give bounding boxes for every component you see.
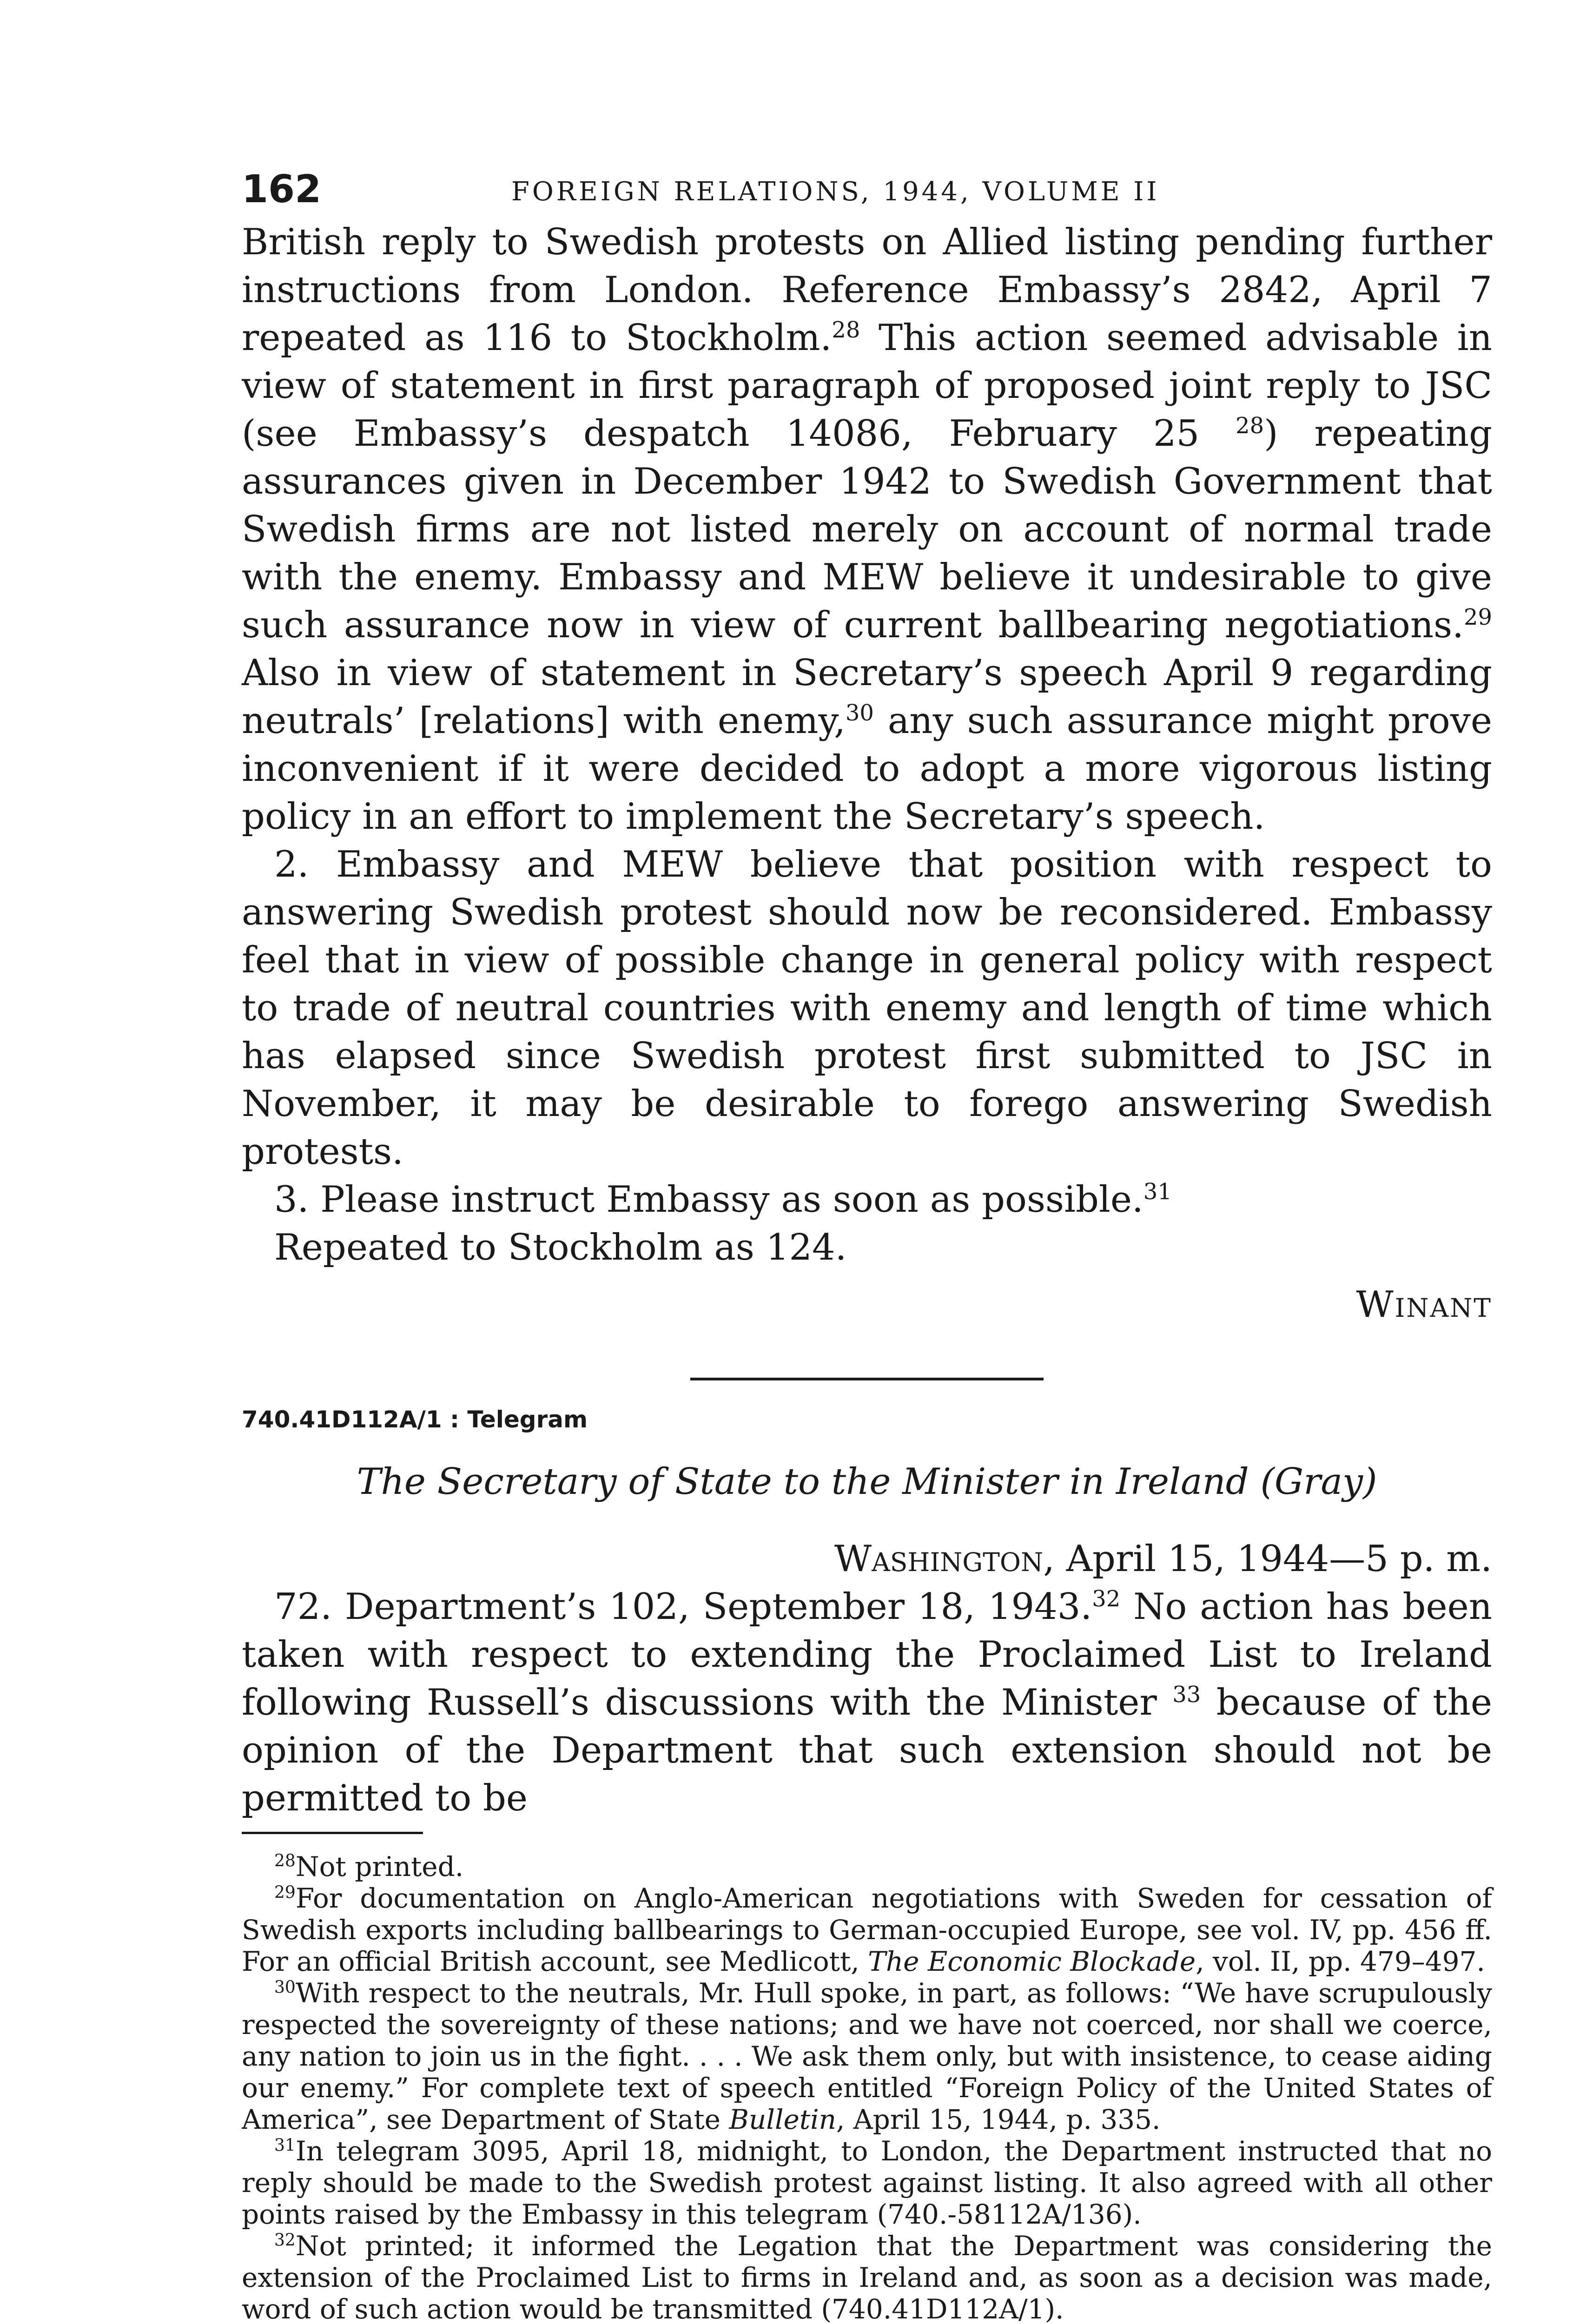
paragraph-2: 2. Embassy and MEW believe that position with respect to answering Swedish protest should now be reconsidered. Embassy feel that in view of possible change in general policy with respect to trade of neutral countries with enemy and length of time which has elapsed since Swedish protest first submitted to JSC in November, it may be desirable to forego answering Swedish protests. (242, 844, 1492, 1173)
footnote-divider (242, 1832, 423, 1834)
footnote-ref: 29 (1463, 604, 1492, 630)
section-divider (690, 1378, 1044, 1380)
file-reference: 740.41D112A/1 : Telegram (242, 1406, 588, 1433)
page-number: 162 (242, 167, 322, 211)
telegram-body: 72. Department’s 102, September 18, 1943.32 No action has been taken with respect to extending the Proclaimed List to Ireland following Russell’s discussions with the Minister $^{33}$ because of the opinion of the Department that such extension should not be permitted to be (242, 1586, 1492, 1819)
paragraph-4: Repeated to Stockholm as 124. (274, 1227, 847, 1268)
footnote-31: $^{31}$In telegram 3095, April 18, midnight, to London, the Department instructed that no reply should be made to the Swedish protest against listing. It also agreed with all other points raised by the Embassy in this telegram (740.-58112A/136). (242, 2135, 1492, 2230)
footnote-32: $^{32}$Not printed; it informed the Legation that the Department was considering the extension of the Proclaimed List to firms in Ireland and, as soon as a decision was made, word of such action would be transmitted (740.41D112A/1). (242, 2230, 1492, 2324)
footnote-ref: 31 (1143, 1179, 1172, 1205)
document-page (242, 167, 1492, 2324)
continued-telegram-text (242, 218, 1492, 1272)
paragraph-1: British reply to Swedish protests on Allied listing pending further instructions from London. Reference Embassy’s 2842, April 7 repeated as 116 to Stockholm.$^{28}$ This action seemed advisable in view of statement in first paragraph of proposed joint reply to JSC (see Embassy’s despatch 14086, February 25 $^{28}$) repeating assurances given in December 1942 to Swedish Government that Swedish firms are not listed merely on account of normal trade with the enemy. Embassy and MEW believe it undesirable to give such assurance now in view of current ballbearing negotiations.$^{29}$ Also in view of statement in Secretary’s speech April 9 regarding neutrals’ [relations] with enemy,$^{30}$ any such assurance might prove inconvenient if it were decided to adopt a more vigorous listing policy in an effort to implement the Secretary’s speech. (242, 221, 1492, 838)
footnote-ref: 33 (1172, 1682, 1201, 1708)
footnote-ref: 32 (1092, 1586, 1121, 1612)
signature: Winant (1356, 1284, 1492, 1326)
footnote-28: $^{28}$Not printed. (274, 1851, 464, 1882)
footnotes (242, 1851, 1492, 2324)
paragraph-3: 3. Please instruct Embassy as soon as possible.$^{31}$ (274, 1179, 1172, 1221)
running-title: FOREIGN RELATIONS, 1944, VOLUME II (511, 177, 1160, 207)
footnote-ref: 30 (845, 700, 874, 726)
footnote-30: $^{30}$With respect to the neutrals, Mr. Hull spoke, in part, as follows: “We have scrupulously respected the sovereignty of these nations; and we have not coerced, nor shall we coerce, any nation to join us in the fight. . . . We ask them only, but with insistence, to cease aiding our enemy.” For complete text of speech entitled “Foreign Policy of the United States of America”, see Department of State Bulletin, April 15, 1944, p. 335. (242, 1977, 1492, 2135)
footnote-ref: 28 (832, 317, 860, 343)
footnote-29: $^{29}$For documentation on Anglo-American negotiations with Sweden for cessation of Swedish exports including ballbearings to German-occupied Europe, see vol. IV, pp. 456 ff. For an official British account, see Medlicott, The Economic Blockade, vol. II, pp. 479–497. (242, 1882, 1492, 1977)
document-heading: The Secretary of State to the Minister in Ireland (Gray) (357, 1461, 1377, 1503)
dateline: Washington, April 15, 1944—5 p. m. (834, 1538, 1492, 1580)
running-head (242, 167, 1492, 218)
footnote-ref: 28 (1236, 413, 1264, 439)
